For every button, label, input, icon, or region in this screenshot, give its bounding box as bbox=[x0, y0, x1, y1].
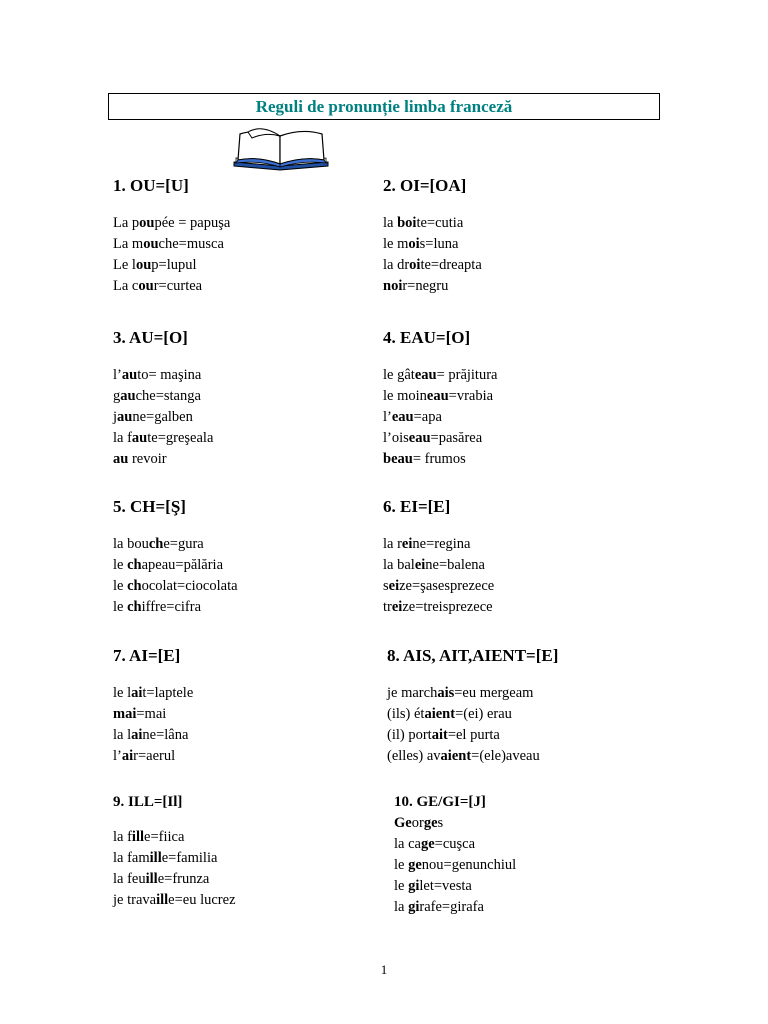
word-text: je march bbox=[387, 685, 438, 701]
sound-highlight: ge bbox=[423, 815, 438, 831]
section-heading: 9. ILL=[Il] bbox=[113, 794, 183, 810]
word-text: e=frunza bbox=[157, 871, 210, 887]
sound-highlight: ai bbox=[131, 685, 143, 701]
sound-highlight: beau bbox=[383, 451, 413, 467]
sound-highlight: ait bbox=[431, 727, 448, 743]
word-text: che=stanga bbox=[135, 388, 201, 404]
word-text: le bbox=[394, 857, 409, 873]
sound-highlight: au bbox=[120, 388, 136, 404]
word-text: (il) port bbox=[387, 727, 432, 743]
word-text: r=curtea bbox=[153, 278, 203, 294]
word-text: La m bbox=[113, 236, 144, 252]
word-text: nou=genunchiul bbox=[421, 857, 517, 873]
word-text: r=negru bbox=[402, 278, 449, 294]
word-text: la bal bbox=[383, 557, 415, 573]
word-text: la feu bbox=[113, 871, 146, 887]
word-text: Le l bbox=[113, 257, 136, 273]
list-item bbox=[394, 834, 516, 855]
list-item bbox=[387, 704, 558, 725]
sound-highlight: ou bbox=[139, 215, 155, 231]
word-list bbox=[113, 534, 238, 618]
word-text: revoir bbox=[128, 451, 167, 467]
sound-highlight: Ge bbox=[394, 815, 412, 831]
list-item bbox=[113, 827, 236, 848]
list-item bbox=[383, 534, 494, 555]
list-item bbox=[387, 725, 558, 746]
list-item bbox=[113, 213, 230, 234]
section-8 bbox=[387, 646, 558, 767]
word-text: ne=regina bbox=[412, 536, 471, 552]
word-text: la bou bbox=[113, 536, 149, 552]
sound-highlight: ai bbox=[121, 748, 134, 764]
list-item bbox=[383, 449, 497, 470]
sound-highlight: aient bbox=[424, 706, 456, 722]
section-2 bbox=[383, 176, 482, 297]
word-text: =eu mergeam bbox=[454, 685, 534, 701]
word-text: le gât bbox=[383, 367, 415, 383]
word-text: ze=treisprezece bbox=[402, 599, 493, 615]
word-list bbox=[113, 365, 213, 470]
list-item bbox=[394, 855, 516, 876]
sound-highlight: eau bbox=[391, 409, 414, 425]
sound-highlight: oi bbox=[408, 236, 420, 252]
sound-highlight: mai bbox=[113, 706, 137, 722]
word-list bbox=[113, 827, 236, 911]
word-text: La p bbox=[113, 215, 140, 231]
word-text: ocolat=ciocolata bbox=[141, 578, 238, 594]
section-heading: 8. AIS, AIT,AIENT=[E] bbox=[387, 646, 559, 665]
word-text: let=vesta bbox=[419, 878, 472, 894]
open-book-icon bbox=[228, 124, 334, 174]
word-text: te=greşeala bbox=[147, 430, 214, 446]
word-text: s bbox=[437, 815, 444, 831]
word-list bbox=[383, 534, 494, 618]
word-text: l’ bbox=[383, 409, 392, 425]
section-3 bbox=[113, 328, 213, 470]
sound-highlight: ch bbox=[127, 578, 142, 594]
list-item bbox=[383, 576, 494, 597]
word-text: apeau=pălăria bbox=[141, 557, 224, 573]
list-item bbox=[113, 234, 230, 255]
sound-highlight: boi bbox=[397, 215, 417, 231]
list-item bbox=[113, 534, 238, 555]
word-text: la f bbox=[113, 829, 132, 845]
section-heading: 7. AI=[E] bbox=[113, 646, 181, 665]
sound-highlight: ge bbox=[420, 836, 435, 852]
word-text: =cuşca bbox=[434, 836, 476, 852]
word-list bbox=[383, 213, 482, 297]
list-item bbox=[394, 813, 516, 834]
sound-highlight: ei bbox=[414, 557, 426, 573]
sound-highlight: au bbox=[131, 430, 148, 446]
list-item bbox=[113, 365, 213, 386]
word-text: le bbox=[113, 578, 128, 594]
page-number: 1 bbox=[380, 962, 388, 977]
list-item bbox=[113, 407, 213, 428]
sound-highlight: ch bbox=[148, 536, 164, 552]
word-text: =(ei) erau bbox=[455, 706, 512, 722]
word-text: (ils) ét bbox=[387, 706, 425, 722]
list-item bbox=[383, 386, 497, 407]
list-item bbox=[113, 276, 230, 297]
sound-highlight: ei bbox=[388, 578, 400, 594]
word-text: tr bbox=[383, 599, 392, 615]
word-text: e=fiica bbox=[144, 829, 185, 845]
word-text: te=dreapta bbox=[420, 257, 482, 273]
word-list bbox=[394, 813, 516, 918]
word-text: che=musca bbox=[158, 236, 224, 252]
list-item bbox=[383, 255, 482, 276]
list-item bbox=[113, 386, 213, 407]
list-item bbox=[383, 365, 497, 386]
list-item bbox=[113, 683, 193, 704]
list-item bbox=[394, 897, 516, 918]
list-item bbox=[383, 555, 494, 576]
list-item bbox=[113, 449, 213, 470]
word-text: le bbox=[394, 878, 409, 894]
sound-highlight: ge bbox=[408, 857, 422, 873]
word-text: e=familia bbox=[161, 850, 218, 866]
section-10 bbox=[394, 792, 516, 918]
word-text: g bbox=[113, 388, 121, 404]
list-item bbox=[113, 255, 230, 276]
section-heading: 4. EAU=[O] bbox=[383, 328, 471, 347]
list-item bbox=[387, 746, 558, 767]
list-item bbox=[383, 407, 497, 428]
list-item bbox=[383, 597, 494, 618]
sound-highlight: noi bbox=[383, 278, 403, 294]
list-item bbox=[113, 704, 193, 725]
sound-highlight: ch bbox=[127, 599, 142, 615]
list-item bbox=[383, 276, 482, 297]
word-text: la dr bbox=[383, 257, 410, 273]
section-heading: 1. OU=[U] bbox=[113, 176, 189, 195]
section-9 bbox=[113, 792, 236, 911]
list-item bbox=[113, 428, 213, 449]
word-text: la fam bbox=[113, 850, 150, 866]
sound-highlight: ch bbox=[127, 557, 142, 573]
word-text: la l bbox=[113, 727, 132, 743]
list-item bbox=[113, 746, 193, 767]
word-text: rafe=girafa bbox=[419, 899, 484, 915]
section-heading: 2. OI=[OA] bbox=[383, 176, 467, 195]
word-text: =mai bbox=[136, 706, 167, 722]
sound-highlight: ill bbox=[156, 892, 169, 908]
list-item bbox=[113, 869, 236, 890]
list-item bbox=[113, 597, 238, 618]
list-item bbox=[113, 890, 236, 911]
word-text: ze=şasesprezece bbox=[399, 578, 495, 594]
sound-highlight: oi bbox=[409, 257, 421, 273]
sound-highlight: ei bbox=[391, 599, 403, 615]
word-text: or bbox=[411, 815, 424, 831]
sound-highlight: eau bbox=[414, 367, 437, 383]
page-title: Reguli de pronunție limba franceză bbox=[108, 93, 660, 120]
section-heading: 6. EI=[E] bbox=[383, 497, 451, 516]
word-text: te=cutia bbox=[416, 215, 464, 231]
section-4 bbox=[383, 328, 497, 470]
word-text: l’ bbox=[113, 367, 122, 383]
word-text: s bbox=[383, 578, 389, 594]
word-text: to= maşina bbox=[137, 367, 202, 383]
word-text: l’ bbox=[113, 748, 122, 764]
section-heading: 3. AU=[O] bbox=[113, 328, 188, 347]
sound-highlight: au bbox=[113, 451, 129, 467]
sound-highlight: ou bbox=[143, 236, 159, 252]
section-heading: 5. CH=[Ş] bbox=[113, 497, 186, 516]
word-text: =vrabia bbox=[448, 388, 494, 404]
sound-highlight: ou bbox=[138, 278, 154, 294]
word-text: le m bbox=[383, 236, 409, 252]
word-text: = frumos bbox=[412, 451, 466, 467]
sound-highlight: au bbox=[121, 367, 138, 383]
list-item bbox=[113, 555, 238, 576]
word-text: =pasărea bbox=[430, 430, 483, 446]
word-text: pée = papuşa bbox=[154, 215, 231, 231]
word-text: l’ois bbox=[383, 430, 409, 446]
word-text: le bbox=[113, 599, 128, 615]
word-text: s=luna bbox=[419, 236, 459, 252]
sound-highlight: ou bbox=[135, 257, 152, 273]
word-text: =apa bbox=[413, 409, 442, 425]
word-list bbox=[113, 213, 230, 297]
sound-highlight: ei bbox=[401, 536, 413, 552]
word-text: le bbox=[113, 557, 128, 573]
sound-highlight: ill bbox=[145, 871, 158, 887]
sound-highlight: ais bbox=[437, 685, 455, 701]
sound-highlight: gi bbox=[408, 899, 420, 915]
word-text: je trava bbox=[113, 892, 157, 908]
list-item bbox=[113, 576, 238, 597]
word-text: le l bbox=[113, 685, 132, 701]
word-text: ne=balena bbox=[425, 557, 485, 573]
word-text: t=laptele bbox=[142, 685, 194, 701]
list-item bbox=[383, 234, 482, 255]
word-text: e=gura bbox=[163, 536, 204, 552]
word-text: la bbox=[383, 215, 398, 231]
word-text: La c bbox=[113, 278, 139, 294]
section-5 bbox=[113, 497, 238, 618]
list-item bbox=[387, 683, 558, 704]
list-item bbox=[113, 848, 236, 869]
section-heading: 10. GE/GI=[J] bbox=[394, 794, 486, 810]
word-text: e=eu lucrez bbox=[168, 892, 236, 908]
word-text: p=lupul bbox=[151, 257, 197, 273]
list-item bbox=[383, 213, 482, 234]
list-item bbox=[394, 876, 516, 897]
word-text: la bbox=[394, 899, 409, 915]
word-list bbox=[383, 365, 497, 470]
sound-highlight: au bbox=[117, 409, 133, 425]
word-text: j bbox=[113, 409, 118, 425]
sound-highlight: ill bbox=[149, 850, 162, 866]
word-text: la r bbox=[383, 536, 402, 552]
word-text: le moin bbox=[383, 388, 427, 404]
sound-highlight: aient bbox=[440, 748, 472, 764]
list-item bbox=[113, 725, 193, 746]
word-text: la ca bbox=[394, 836, 421, 852]
word-text: ne=galben bbox=[132, 409, 193, 425]
word-text: =el purta bbox=[447, 727, 500, 743]
word-text: =(ele)aveau bbox=[471, 748, 540, 764]
word-text: (elles) av bbox=[387, 748, 441, 764]
sound-highlight: ai bbox=[131, 727, 143, 743]
list-item bbox=[383, 428, 497, 449]
word-text: iffre=cifra bbox=[141, 599, 202, 615]
section-7 bbox=[113, 646, 193, 767]
sound-highlight: eau bbox=[426, 388, 449, 404]
word-text: ne=lâna bbox=[142, 727, 189, 743]
section-6 bbox=[383, 497, 494, 618]
sound-highlight: eau bbox=[408, 430, 431, 446]
word-text: la f bbox=[113, 430, 132, 446]
sound-highlight: ill bbox=[131, 829, 145, 845]
word-text: r=aerul bbox=[133, 748, 176, 764]
sound-highlight: gi bbox=[408, 878, 420, 894]
word-text: = prăjitura bbox=[436, 367, 498, 383]
word-list bbox=[387, 683, 558, 767]
word-list bbox=[113, 683, 193, 767]
section-1 bbox=[113, 176, 230, 297]
